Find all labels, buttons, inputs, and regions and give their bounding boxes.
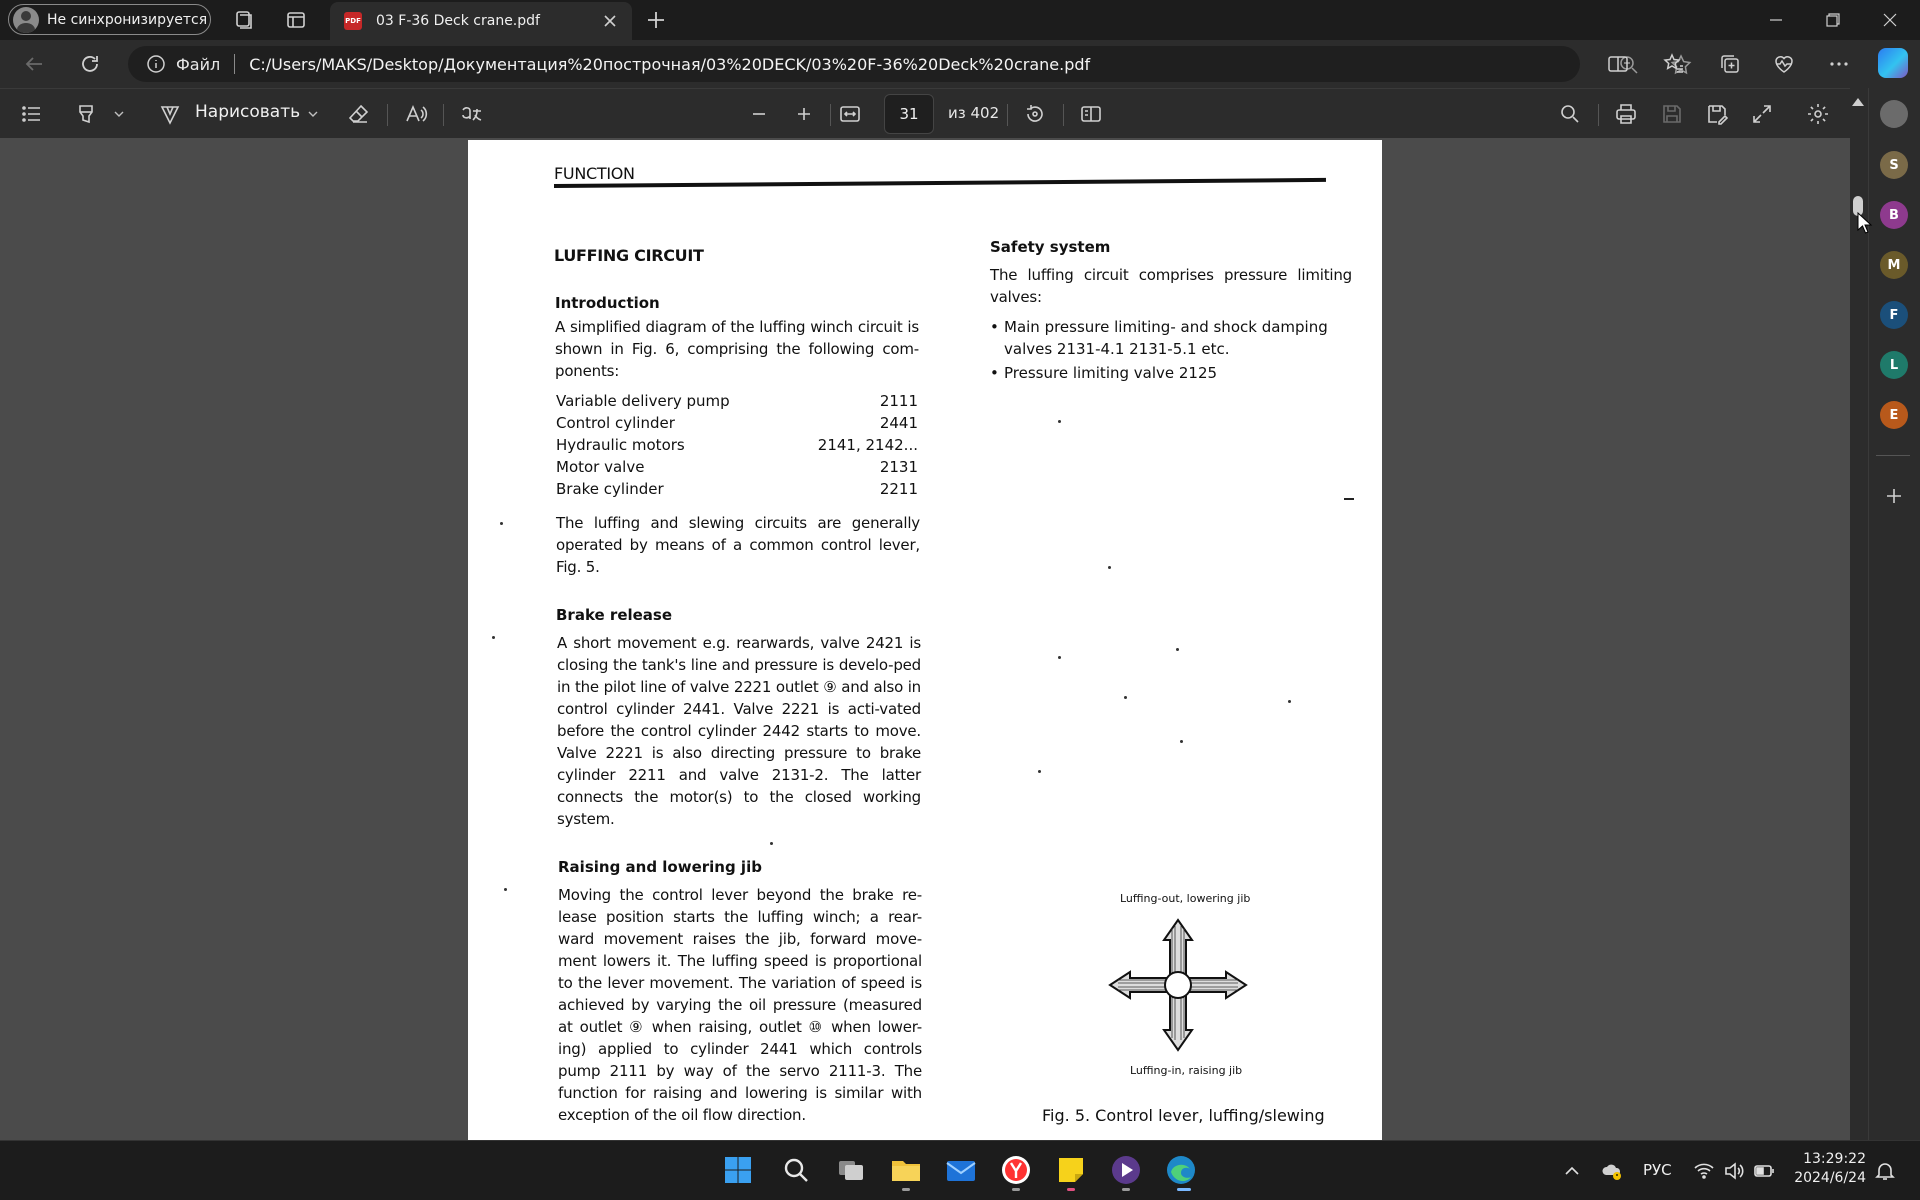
scan-speck: [1176, 648, 1179, 651]
common-lever-text: The luffing and slewing circuits are generally operated by means of a common control lever, Fig. 5.: [556, 514, 920, 576]
zoom-out-icon[interactable]: [747, 102, 771, 126]
close-window-button[interactable]: [1862, 0, 1918, 40]
tab-pdf[interactable]: [330, 2, 632, 40]
settings-gear-icon[interactable]: [1806, 102, 1830, 126]
scan-speck: [492, 636, 495, 639]
toolbar-divider: [443, 104, 444, 126]
sticky-notes-icon[interactable]: [1053, 1152, 1089, 1188]
scan-speck: [1124, 696, 1127, 699]
vertical-scrollbar[interactable]: [1850, 88, 1868, 1140]
brake-text: A short movement e.g. rearwards, valve 2421 is closing the tank's line and pressure is develo-ped in the pilot line of valve 2221 outlet ⑨ and also in control cylinder 2441. Valve 2221 is acti-vated before the control cylinder 2442 starts to move. Valve 2221 is also directing pressure to brake cylinder 2211 and valve 2131-2. The latter connects the motor(s) to the closed working system.: [557, 634, 921, 828]
system-clock[interactable]: [1792, 1150, 1866, 1188]
scan-speck: [504, 888, 507, 891]
safety-heading: Safety system: [990, 238, 1111, 256]
onedrive-warning-icon[interactable]: [1601, 1160, 1623, 1182]
add-sidebar-app-icon[interactable]: [1882, 484, 1906, 508]
refresh-icon[interactable]: [78, 52, 102, 76]
page-total: из 402: [948, 104, 1000, 122]
component-name: Motor valve: [556, 458, 645, 476]
highlight-icon[interactable]: [74, 102, 98, 126]
brake-heading: Brake release: [556, 606, 673, 624]
notification-bell-icon[interactable]: [1874, 1160, 1896, 1182]
print-icon[interactable]: [1614, 102, 1638, 126]
search-icon[interactable]: [1558, 102, 1582, 126]
chevron-up-icon[interactable]: [1561, 1160, 1583, 1182]
sidebar-app-s[interactable]: S: [1880, 151, 1908, 179]
split-screen-icon[interactable]: [1606, 52, 1630, 76]
close-icon: [1883, 13, 1897, 27]
component-row: [556, 392, 918, 410]
page-heading: LUFFING CIRCUIT: [554, 246, 704, 265]
component-row: [556, 436, 918, 454]
url-divider: [234, 54, 235, 74]
scan-speck: [1058, 420, 1061, 423]
component-name: Brake cylinder: [556, 480, 664, 498]
pdf-viewer[interactable]: [0, 138, 1850, 1140]
zoom-in-icon[interactable]: [792, 102, 816, 126]
tab-actions-icon[interactable]: [284, 8, 308, 32]
edge-sidebar: [1868, 88, 1920, 1140]
running-indicator: [1012, 1188, 1020, 1191]
favorites-icon[interactable]: [1662, 52, 1686, 76]
running-indicator: [1067, 1188, 1075, 1191]
draw-dropdown-icon[interactable]: [307, 109, 319, 119]
battery-icon[interactable]: [1753, 1160, 1775, 1182]
component-row: [556, 458, 918, 476]
component-code: 2211: [879, 480, 918, 498]
component-code: 2111: [879, 392, 918, 410]
close-tab-icon[interactable]: [600, 11, 620, 31]
draw-icon[interactable]: [158, 102, 182, 126]
avatar: [13, 7, 39, 33]
figure-bottom-label: Luffing-in, raising jib: [1130, 1064, 1243, 1077]
component-name: Control cylinder: [556, 414, 675, 432]
pdf-file-icon: PDF: [344, 12, 362, 30]
pdf-page: [468, 140, 1382, 1140]
more-options-icon[interactable]: [1827, 52, 1851, 76]
toolbar-divider: [1598, 104, 1599, 126]
mouse-cursor-icon: [1857, 212, 1873, 234]
clock-time: 13:29:22: [1803, 1151, 1866, 1167]
pdf-toolbar: [0, 88, 1850, 138]
raising-heading: Raising and lowering jib: [558, 858, 762, 876]
read-aloud-icon[interactable]: [404, 102, 428, 126]
sidebar-divider: [1876, 455, 1910, 456]
save-as-icon[interactable]: [1705, 102, 1729, 126]
search-icon[interactable]: [778, 1152, 814, 1188]
file-explorer-icon[interactable]: [888, 1152, 924, 1188]
sidebar-app-1[interactable]: [1880, 100, 1908, 128]
page-view-icon[interactable]: [1079, 102, 1103, 126]
input-language[interactable]: РУС: [1643, 1161, 1672, 1179]
sidebar-app-e[interactable]: E: [1880, 401, 1908, 429]
component-code: 2141, 2142...: [817, 436, 918, 454]
running-indicator: [902, 1188, 910, 1191]
profile-label: Не синхронизируется: [47, 11, 208, 28]
safety-text: The luffing circuit comprises pressure limiting valves:: [990, 266, 1352, 306]
scan-speck: [1180, 740, 1183, 743]
translate-icon[interactable]: [460, 102, 484, 126]
clock-date: 2024/6/24: [1794, 1170, 1866, 1186]
sidebar-app-f[interactable]: F: [1880, 301, 1908, 329]
back-arrow-icon[interactable]: [22, 52, 46, 76]
minimize-icon: [1769, 13, 1783, 27]
info-icon[interactable]: [146, 54, 166, 74]
section-title: FUNCTION: [554, 164, 635, 183]
url-scheme: Файл: [176, 54, 221, 74]
wifi-icon[interactable]: [1693, 1160, 1715, 1182]
scan-speck: [1038, 770, 1041, 773]
highlight-dropdown-icon[interactable]: [113, 109, 125, 119]
save-icon[interactable]: [1660, 102, 1684, 126]
scan-speck: [1058, 656, 1061, 659]
profile-button[interactable]: [8, 4, 211, 35]
scan-speck: [1108, 566, 1111, 569]
task-view-icon[interactable]: [833, 1152, 869, 1188]
scan-speck: [500, 522, 503, 525]
section-rule: [554, 178, 1326, 188]
draw-label[interactable]: Нарисовать: [195, 102, 301, 122]
figure-caption: Fig. 5. Control lever, luffing/slewing: [1042, 1106, 1325, 1125]
intro-text: A simplified diagram of the luffing winch circuit is shown in Fig. 6, comprising the following com-ponents:: [555, 318, 919, 380]
rotate-icon[interactable]: [1023, 102, 1047, 126]
component-row: [556, 480, 918, 498]
address-bar[interactable]: [128, 46, 1580, 82]
minimize-button[interactable]: [1748, 0, 1804, 40]
component-row: [556, 414, 918, 432]
yandex-browser-icon[interactable]: [998, 1152, 1034, 1188]
windows-start-icon[interactable]: [720, 1152, 756, 1188]
eraser-icon[interactable]: [347, 102, 371, 126]
running-indicator: [1122, 1188, 1130, 1191]
copilot-icon[interactable]: [1878, 48, 1908, 78]
raising-text: Moving the control lever beyond the brake re-lease position starts the luffing winch; a rear-ward movement raises the jib, forward move-ment lowers it. The luffing speed is proportional to the lever movement. The variation of speed is achieved by varying the oil pressure (measured at outlet ⑨ when raising, outlet ⑩ when lower-ing) applied to cylinder 2441 which controls pump 2111 by way of the servo 2111-3. The function for raising and lowering is similar with exception of the oil flow direction.: [558, 886, 922, 1124]
volume-icon[interactable]: [1723, 1160, 1745, 1182]
scroll-up-arrow-icon[interactable]: [1851, 96, 1865, 108]
scan-speck: [770, 842, 773, 845]
page-number-input[interactable]: 31: [884, 94, 934, 134]
workspaces-icon[interactable]: [232, 8, 256, 32]
component-name: Variable delivery pump: [556, 392, 730, 410]
tab-title: 03 F-36 Deck crane.pdf: [376, 13, 540, 29]
component-name: Hydraulic motors: [556, 436, 685, 454]
collections-icon[interactable]: [1718, 52, 1742, 76]
toolbar-divider: [387, 104, 388, 126]
sidebar-app-l[interactable]: L: [1880, 351, 1908, 379]
toolbar-divider: [1063, 104, 1064, 126]
toolbar-divider: [830, 104, 831, 126]
component-code: 2131: [879, 458, 918, 476]
browser-essentials-icon[interactable]: [1772, 52, 1796, 76]
component-code: 2441: [879, 414, 918, 432]
media-player-icon[interactable]: [1108, 1152, 1144, 1188]
sidebar-app-m[interactable]: M: [1880, 251, 1908, 279]
scan-mark: [1344, 498, 1354, 500]
safety-bullet: • Main pressure limiting- and shock damping valves 2131-4.1 2131-5.1 etc.: [1004, 316, 1352, 360]
sidebar-app-b[interactable]: B: [1880, 201, 1908, 229]
new-tab-icon[interactable]: [644, 8, 668, 32]
running-indicator: [1177, 1188, 1191, 1191]
restore-icon: [1826, 13, 1840, 27]
restore-button[interactable]: [1805, 0, 1861, 40]
table-of-contents-icon[interactable]: [20, 102, 44, 126]
figure-top-label: Luffing-out, lowering jib: [1120, 892, 1251, 905]
mail-icon[interactable]: [943, 1152, 979, 1188]
intro-heading: Introduction: [555, 294, 660, 312]
edge-browser-icon[interactable]: [1163, 1152, 1199, 1188]
fit-width-icon[interactable]: [838, 102, 862, 126]
control-lever-arrows-diagram: [1108, 918, 1248, 1052]
url-text[interactable]: C:/Users/MAKS/Desktop/Документация%20построчная/03%20DECK/03%20F-36%20Deck%20crane.pdf: [249, 54, 1091, 74]
title-bar: [0, 0, 1920, 40]
address-row: [0, 40, 1920, 88]
toolbar-divider: [1007, 104, 1008, 126]
safety-bullet: • Pressure limiting valve 2125: [1004, 362, 1352, 384]
fullscreen-icon[interactable]: [1750, 102, 1774, 126]
scan-speck: [1288, 700, 1291, 703]
